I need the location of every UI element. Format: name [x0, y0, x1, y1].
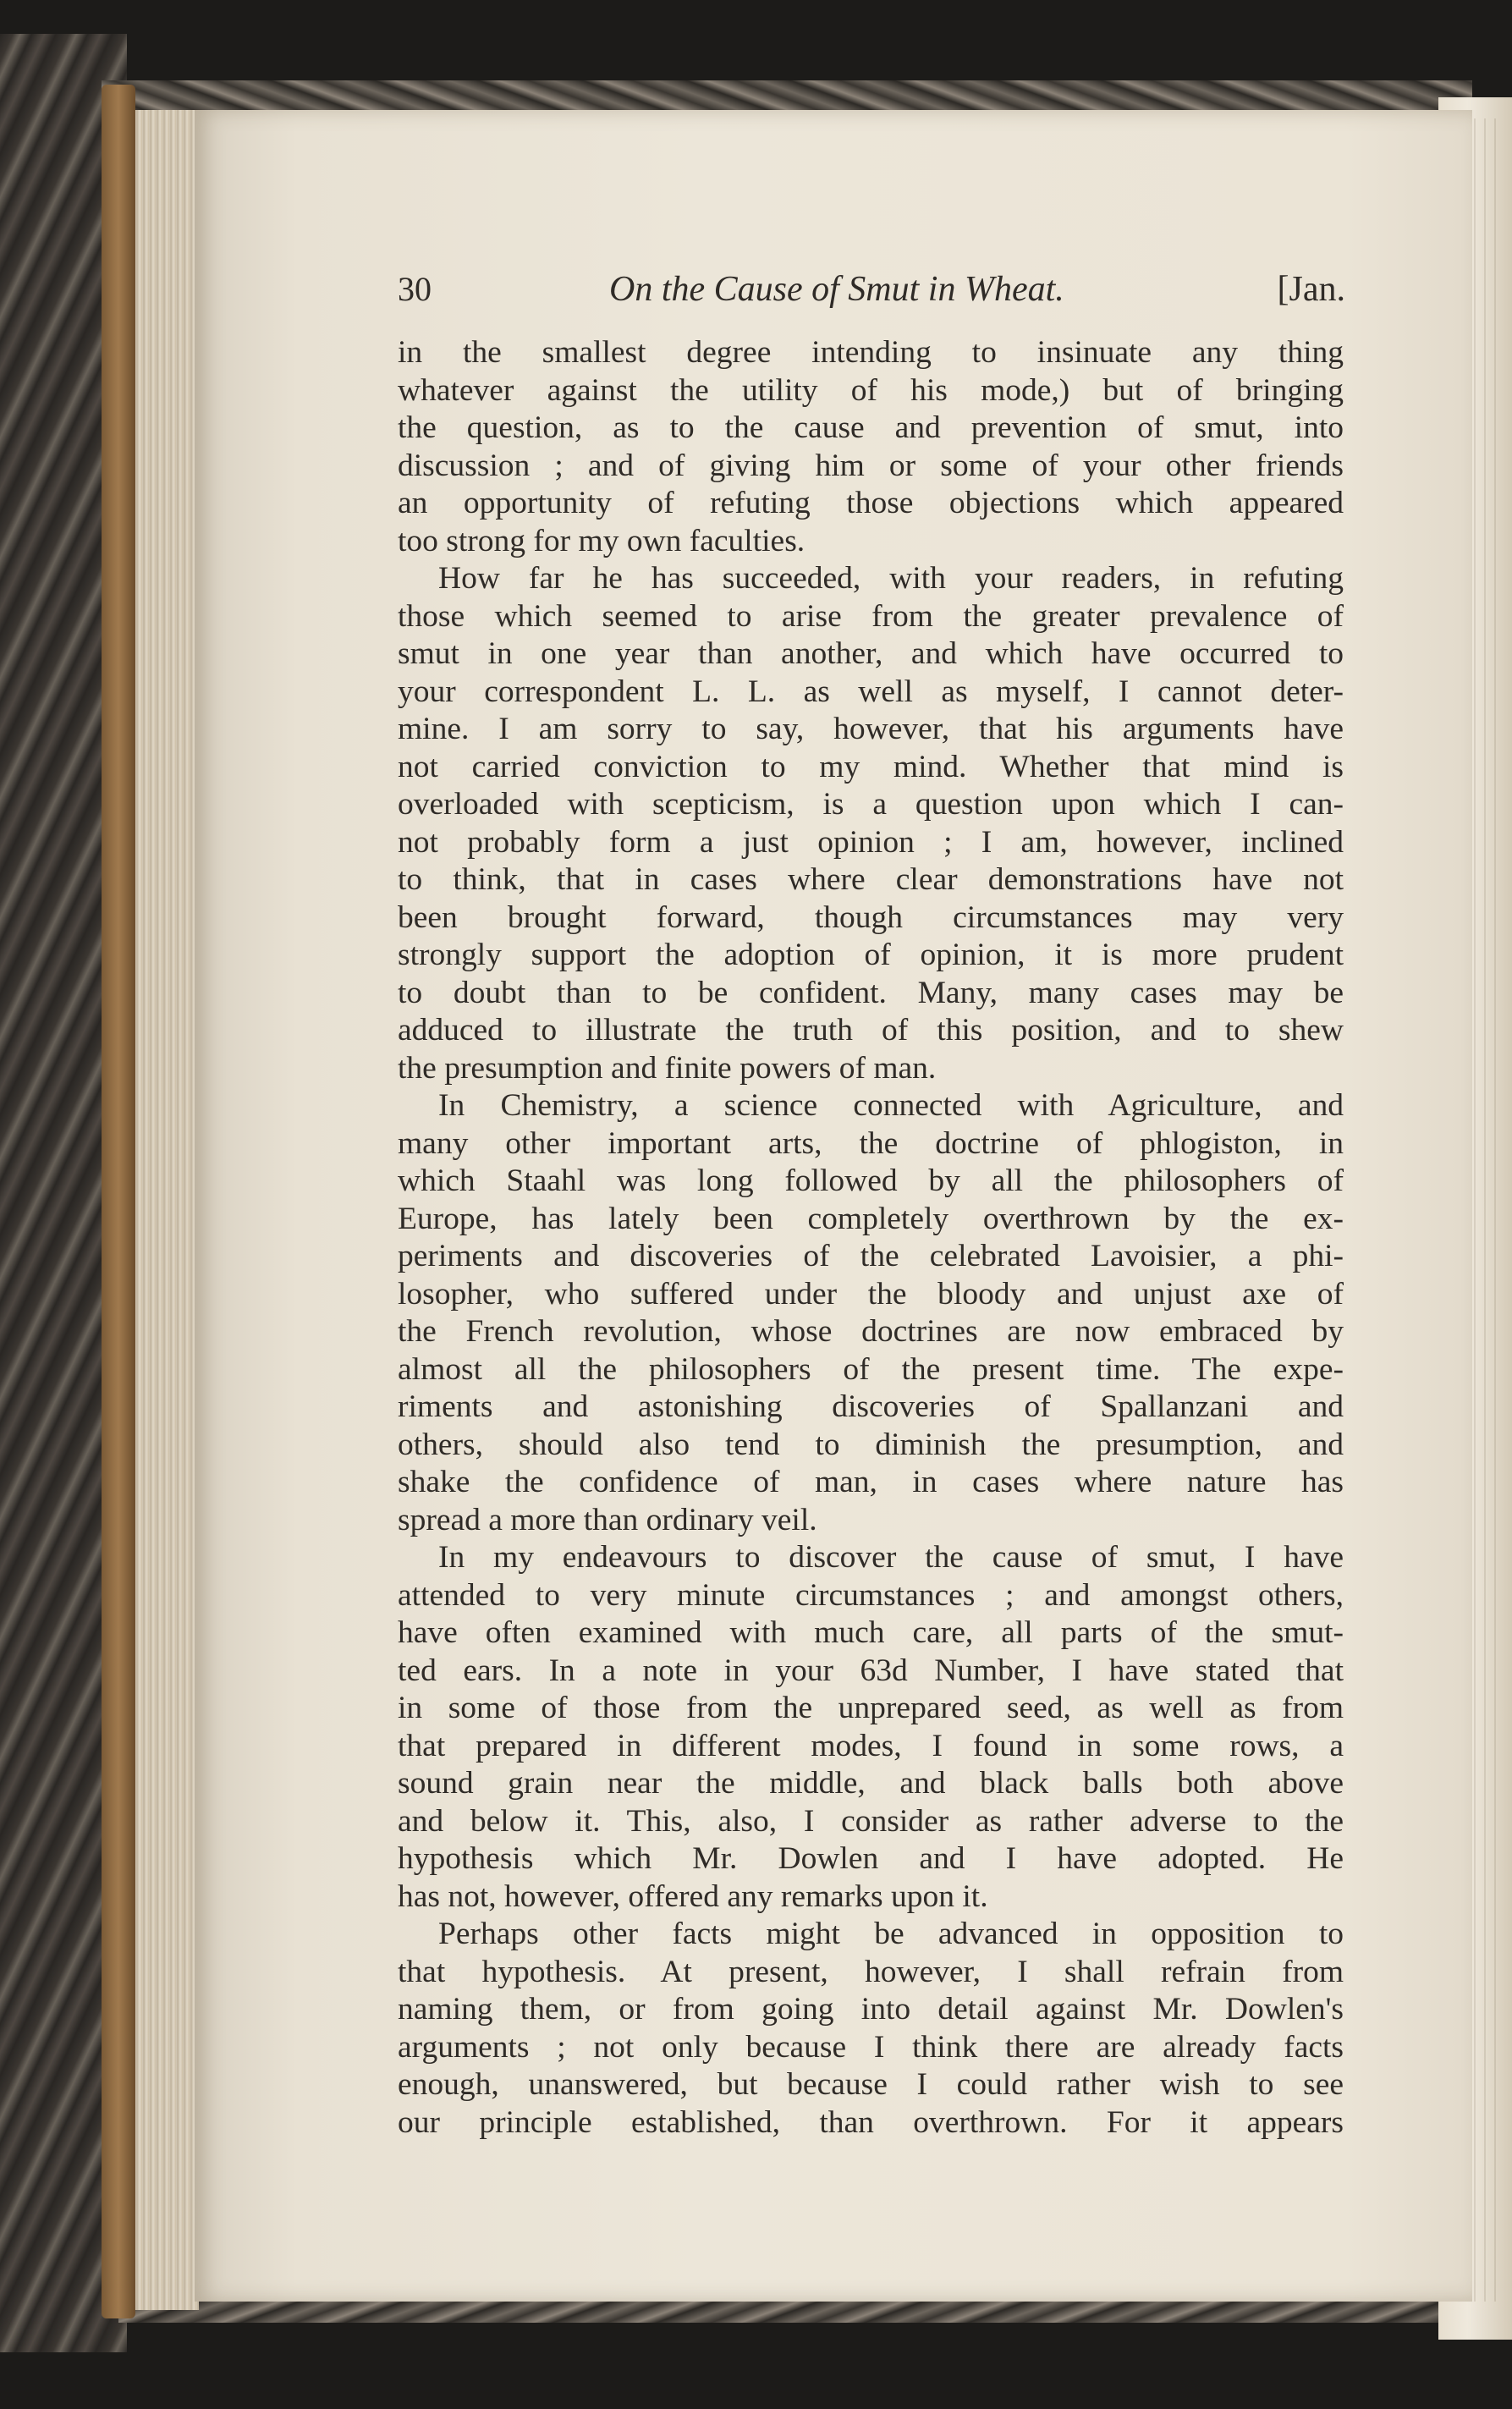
text-line: attended to very minute circumstances ; and amongst others,: [398, 1577, 1344, 1613]
text-line: discussion ; and of giving him or some of your other friends: [398, 448, 1344, 483]
text-line: those which seemed to arise from the greater prevalence of: [398, 598, 1344, 634]
text-line: losopher, who suffered under the bloody and unjust axe of: [398, 1276, 1344, 1312]
text-line: In my endeavours to discover the cause of smut, I have: [438, 1540, 1344, 1575]
text-line: and below it. This, also, I consider as rather adverse to the: [398, 1803, 1344, 1839]
text-line: many other important arts, the doctrine of phlogiston, in: [398, 1125, 1344, 1161]
text-line: the question, as to the cause and prevention of smut, into: [398, 410, 1344, 445]
text-line: spread a more than ordinary veil.: [398, 1502, 817, 1537]
text-line: In Chemistry, a science connected with Agriculture, and: [438, 1088, 1344, 1123]
text-line: periments and discoveries of the celebrated Lavoisier, a phi-: [398, 1239, 1344, 1273]
text-line: Perhaps other facts might be advanced in opposition to: [438, 1917, 1344, 1951]
text-line: to think, that in cases where clear demonstrations have not: [398, 862, 1344, 897]
text-line: been brought forward, though circumstances may very: [398, 899, 1344, 935]
text-line: almost all the philosophers of the present time. The expe-: [398, 1351, 1344, 1387]
text-line: Europe, has lately been completely overthrown by the ex-: [398, 1201, 1344, 1236]
text-line: that hypothesis. At present, however, I shall refrain from: [398, 1954, 1344, 1989]
text-line: not carried conviction to my mind. Whether that mind is: [398, 749, 1344, 784]
text-line: riments and astonishing discoveries of Spallanzani and: [398, 1389, 1344, 1424]
text-line: the French revolution, whose doctrines are now embraced by: [398, 1314, 1344, 1349]
body-text: [398, 334, 1344, 2142]
text-line: our principle established, than overthrown. For it appears: [398, 2104, 1344, 2140]
running-title: On the Cause of Smut in Wheat.: [609, 270, 1064, 309]
text-line: naming them, or from going into detail against Mr. Dowlen's: [398, 1992, 1344, 2027]
text-line: that prepared in different modes, I found in some rows, a: [398, 1728, 1344, 1763]
page-number: 30: [398, 270, 432, 308]
text-line: overloaded with scepticism, is a question upon which I can-: [398, 787, 1344, 822]
text-line: whatever against the utility of his mode,) but of bringing: [398, 372, 1344, 408]
text-line: has not, however, offered any remarks upon it.: [398, 1878, 988, 1914]
header-date-fragment: [Jan.: [1277, 270, 1345, 309]
text-line: in the smallest degree intending to insinuate any thing: [398, 335, 1344, 370]
text-line: too strong for my own faculties.: [398, 523, 805, 558]
text-line: which Staahl was long followed by all the philosophers of: [398, 1163, 1344, 1198]
leather-spine-edge: [102, 85, 135, 2318]
text-line: shake the confidence of man, in cases where nature has: [398, 1465, 1344, 1499]
text-line: ted ears. In a note in your 63d Number, I have stated that: [398, 1653, 1344, 1688]
text-line: How far he has succeeded, with your readers, in refuting: [438, 561, 1344, 596]
text-line: others, should also tend to diminish the presumption, and: [398, 1427, 1344, 1462]
text-line: adduced to illustrate the truth of this position, and to shew: [398, 1013, 1344, 1048]
text-line: not probably form a just opinion ; I am, however, inclined: [398, 824, 1344, 860]
text-line: to doubt than to be confident. Many, many cases may be: [398, 975, 1344, 1010]
marbled-cover-top: [102, 80, 1472, 114]
running-header: [398, 269, 1345, 320]
text-line: in some of those from the unprepared seed, as well as from: [398, 1691, 1344, 1725]
text-line: arguments ; not only because I think there are already facts: [398, 2029, 1344, 2065]
text-line: sound grain near the middle, and black balls both above: [398, 1766, 1344, 1801]
text-line: your correspondent L. L. as well as myself, I cannot deter-: [398, 674, 1344, 709]
text-line: smut in one year than another, and which have occurred to: [398, 636, 1344, 671]
text-line: hypothesis which Mr. Dowlen and I have adopted. He: [398, 1841, 1344, 1876]
text-line: strongly support the adoption of opinion, it is more prudent: [398, 938, 1344, 972]
text-line: enough, unanswered, but because I could rather wish to see: [398, 2067, 1344, 2102]
text-line: mine. I am sorry to say, however, that his arguments have: [398, 712, 1344, 746]
text-line: have often examined with much care, all parts of the smut-: [398, 1615, 1344, 1650]
text-line: the presumption and finite powers of man.: [398, 1050, 937, 1086]
text-line: an opportunity of refuting those objections which appeared: [398, 486, 1344, 520]
page-stack-left: [135, 110, 199, 2310]
